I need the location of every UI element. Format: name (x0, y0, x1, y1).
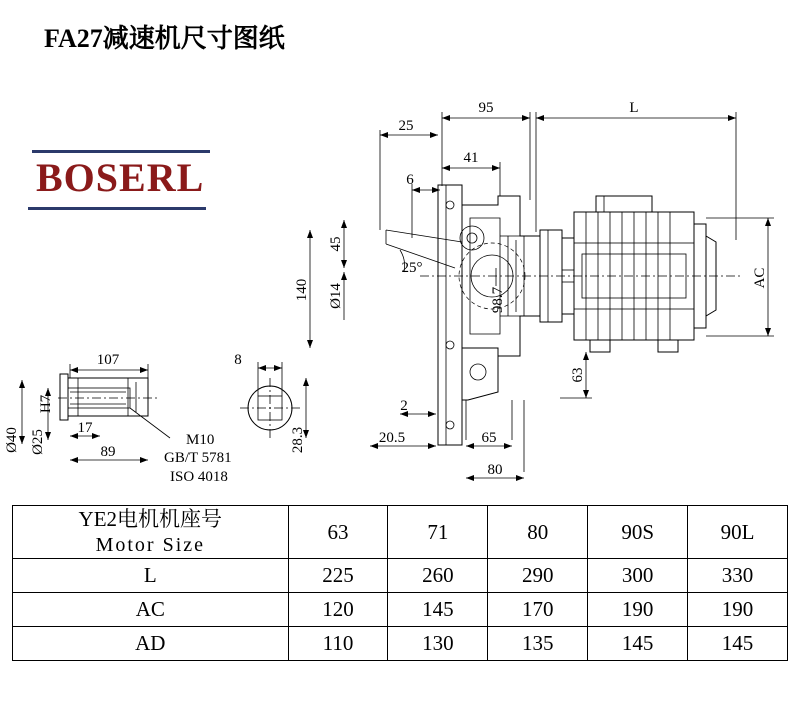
dim-dia25h7-tol: H7 (38, 394, 54, 414)
dim-63: 63 (570, 367, 586, 383)
dim-6: 6 (406, 172, 414, 188)
table-cell-motor-size: 80 (488, 506, 588, 559)
dim-AC: AC (752, 267, 768, 289)
table-cell: 145 (688, 627, 788, 661)
logo-text: BOSERL (36, 155, 205, 200)
gearbox-assembly (386, 185, 740, 445)
dim-20-5: 20.5 (378, 430, 406, 446)
dim-dia25h7: Ø25 (30, 429, 46, 455)
dim-98-7: 98.7 (490, 286, 506, 314)
table-cell-motor-size: 90S (588, 506, 688, 559)
dim-25: 25 (398, 118, 414, 134)
dim-2: 2 (400, 398, 408, 414)
bottom-dimensions (370, 398, 524, 481)
page-title: FA27减速机尺寸图纸 (44, 24, 285, 53)
dim-17: 17 (77, 420, 93, 436)
dim-65: 65 (481, 430, 497, 446)
table-row-label: AD (13, 627, 289, 661)
table-header-label (13, 506, 289, 559)
dim-8: 8 (234, 352, 242, 368)
table-header-cn: YE2电机机座号 (78, 507, 223, 531)
table-row (13, 627, 788, 661)
table-cell: 260 (388, 559, 488, 593)
table-cell: 225 (288, 559, 388, 593)
table-cell-motor-size: 63 (288, 506, 388, 559)
dim-95: 95 (478, 100, 494, 116)
spec-table (12, 505, 788, 661)
dim-45: 45 (328, 236, 344, 252)
table-cell: 135 (488, 627, 588, 661)
table-cell: 190 (588, 593, 688, 627)
label-std-iso: ISO 4018 (170, 469, 228, 485)
dim-L: L (629, 100, 639, 116)
table-row-label: AC (13, 593, 289, 627)
table-cell: 145 (588, 627, 688, 661)
label-std-gb: GB/T 5781 (164, 450, 232, 466)
table-cell-motor-size: 90L (688, 506, 788, 559)
table-cell: 290 (488, 559, 588, 593)
table-cell: 300 (588, 559, 688, 593)
dim-dia14: Ø14 (328, 283, 344, 309)
table-row-label: L (13, 559, 289, 593)
dim-80: 80 (487, 462, 503, 478)
dim-107: 107 (96, 352, 120, 368)
dim-angle: 25° (401, 260, 423, 276)
dim-41: 41 (463, 150, 479, 166)
table-row (13, 593, 788, 627)
label-thread: M10 (186, 432, 215, 448)
table-cell: 120 (288, 593, 388, 627)
table-cell-motor-size: 71 (388, 506, 488, 559)
table-row-header (13, 506, 788, 559)
dim-140: 140 (294, 278, 310, 302)
shaft-detail-view (4, 352, 232, 485)
dim-89: 89 (100, 444, 116, 460)
left-vertical-dimensions (294, 220, 506, 348)
table-cell: 190 (688, 593, 788, 627)
table-cell: 330 (688, 559, 788, 593)
table-cell: 110 (288, 627, 388, 661)
top-dimensions (380, 100, 736, 240)
table-cell: 170 (488, 593, 588, 627)
key-section-view (234, 352, 309, 453)
dim-dia40: Ø40 (4, 427, 20, 453)
table-cell: 145 (388, 593, 488, 627)
table-cell: 130 (388, 627, 488, 661)
table-header-en: Motor Size (95, 534, 206, 556)
dim-28-3: 28.3 (290, 426, 306, 454)
table-row (13, 559, 788, 593)
right-dimensions (560, 218, 774, 398)
